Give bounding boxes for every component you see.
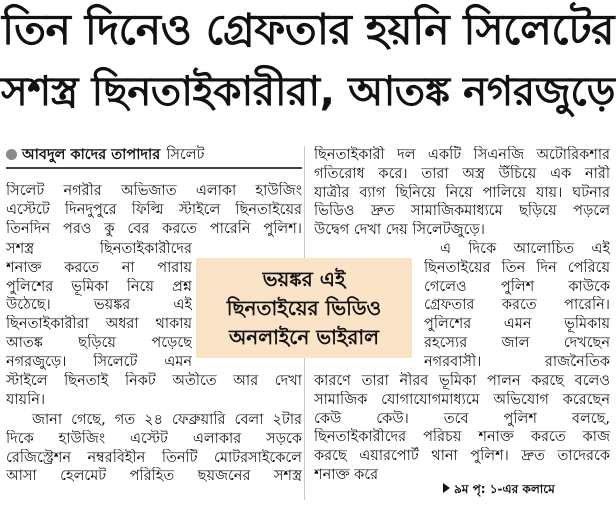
right-column-bottom xyxy=(314,372,610,485)
text-line: যাত্রীর ব্যাগ ছিনিয়ে নিয়ে পালিয়ে যায়। ঘটনার xyxy=(314,184,610,201)
left-column-top xyxy=(6,182,302,238)
pull-quote-line: ভয়ঙ্কর এই xyxy=(262,266,346,291)
left-column-bottom-1 xyxy=(6,372,302,410)
byline-location: সিলেট xyxy=(166,147,205,163)
text-line: রেজিস্ট্রেশন নম্বরবিহীন তিনটি মোটরসাইকেলে xyxy=(6,449,302,466)
text-line: গতিরোধ করে। তারা অস্ত্র উঁচিয়ে এক নারী xyxy=(314,165,610,182)
text-line: সামাজিক যোগাযোগমাধ্যমে অভিযোগ করেছেন xyxy=(314,391,610,408)
headline-line-2: সশস্ত্র ছিনতাইকারীরা, আতঙ্ক নগরজুড়ে xyxy=(0,67,616,115)
text-line: গ্রেফতার করতে পারেনি। xyxy=(424,297,610,314)
text-line: জানা গেছে, গত ২৪ ফেব্রুয়ারি বেলা ২টার xyxy=(32,412,302,428)
text-line: এস্টেটে দিনদুপুরে ফিল্মি স্টাইলে ছিনতাইয়ের xyxy=(6,201,302,218)
text-line: শনাক্ত করে xyxy=(314,466,379,483)
text-line: আসা হেলমেট পরিহিত ছয়জনের সশস্ত্র xyxy=(6,468,302,485)
bullet-icon xyxy=(6,149,17,160)
text-line: উঠেছে। ভয়ঙ্কর এই xyxy=(6,297,192,314)
text-line: ছিনতাইকারীদের পরিচয় শনাক্ত করতে কাজ xyxy=(314,429,610,446)
text-line: সশস্ত্র ছিনতাইকারীদের xyxy=(6,241,192,257)
continued-note-text: ৯ম পৃ: ১-এর কলামে xyxy=(454,482,555,496)
right-column-top xyxy=(314,146,610,240)
text-line: উদ্বেগ দেখা দেয় সিলেটজুড়ে। xyxy=(314,222,485,239)
pull-quote-line: ছিনতাইয়ের ভিডিও xyxy=(226,295,382,320)
text-line: ছিনতাইয়ের তিন দিন পেরিয়ে xyxy=(424,259,610,276)
text-line: নগরজুড়ে। সিলেটে এমন xyxy=(6,353,192,370)
text-line: পুলিশের এমন ভূমিকায় xyxy=(424,316,610,333)
left-column-narrow xyxy=(6,240,192,372)
byline-rule xyxy=(6,167,302,169)
text-line: যায়নি। xyxy=(6,391,46,408)
text-line: ভিডিও দ্রুত সামাজিকমাধ্যমে ছড়িয়ে পড়লে xyxy=(314,203,610,220)
text-line: কারণে তারা নীরব ভূমিকা পালন করছে বলেও xyxy=(314,373,610,389)
headline xyxy=(0,0,616,122)
headline-line-1: তিন দিনেও গ্রেফতার হয়নি সিলেটের xyxy=(1,6,615,55)
text-line: শনাক্ত করতে না পারায় xyxy=(6,259,192,276)
text-line: সিলেট নগরীর অভিজাত এলাকা হাউজিং xyxy=(6,183,302,199)
continued-note xyxy=(443,481,555,497)
text-line: গেলেও পুলিশ কাউকে xyxy=(424,278,610,295)
text-line: আতঙ্ক ছড়িয়ে পড়েছে xyxy=(6,334,192,351)
text-line: তিনদিন পরও কু বের করতে পারেনি পুলিশ। xyxy=(6,220,302,237)
right-column-narrow xyxy=(424,240,610,372)
text-line: নগরবাসী। রাজনৈতিক xyxy=(424,353,610,370)
pull-quote-line: অনলাইনে ভাইরাল xyxy=(228,324,380,349)
text-line: কেউ কেউ। তবে পুলিশ বলছে, xyxy=(314,410,610,427)
text-line: দিকে হাউজিং এস্টেট এলাকার সড়কে xyxy=(6,430,302,447)
left-column-bottom-2 xyxy=(6,411,302,486)
text-line: এ দিকে আলোচিত এই xyxy=(440,241,610,257)
text-line: রহস্যের জাল দেখছেন xyxy=(424,334,610,351)
text-line: ছিনতাইকারীরা অধরা থাকায় xyxy=(6,316,192,333)
text-line: পুলিশের ভূমিকা নিয়ে প্রশ্ন xyxy=(6,278,192,295)
text-line: স্টাইলে ছিনতাই নিকট অতীতে আর দেখা xyxy=(6,373,302,389)
text-line: ছিনতাইকারী দল একটি সিএনজি অটোরিকশার xyxy=(314,147,610,163)
triangle-right-icon xyxy=(443,483,450,493)
byline-author: আবদুল কাদের তাপাদার xyxy=(22,147,161,163)
byline xyxy=(6,146,302,164)
text-line: করছে এয়ারপোর্ট থানা পুলিশ। দ্রুত তাদেরকে xyxy=(314,448,610,465)
pull-quote-box xyxy=(196,258,412,358)
